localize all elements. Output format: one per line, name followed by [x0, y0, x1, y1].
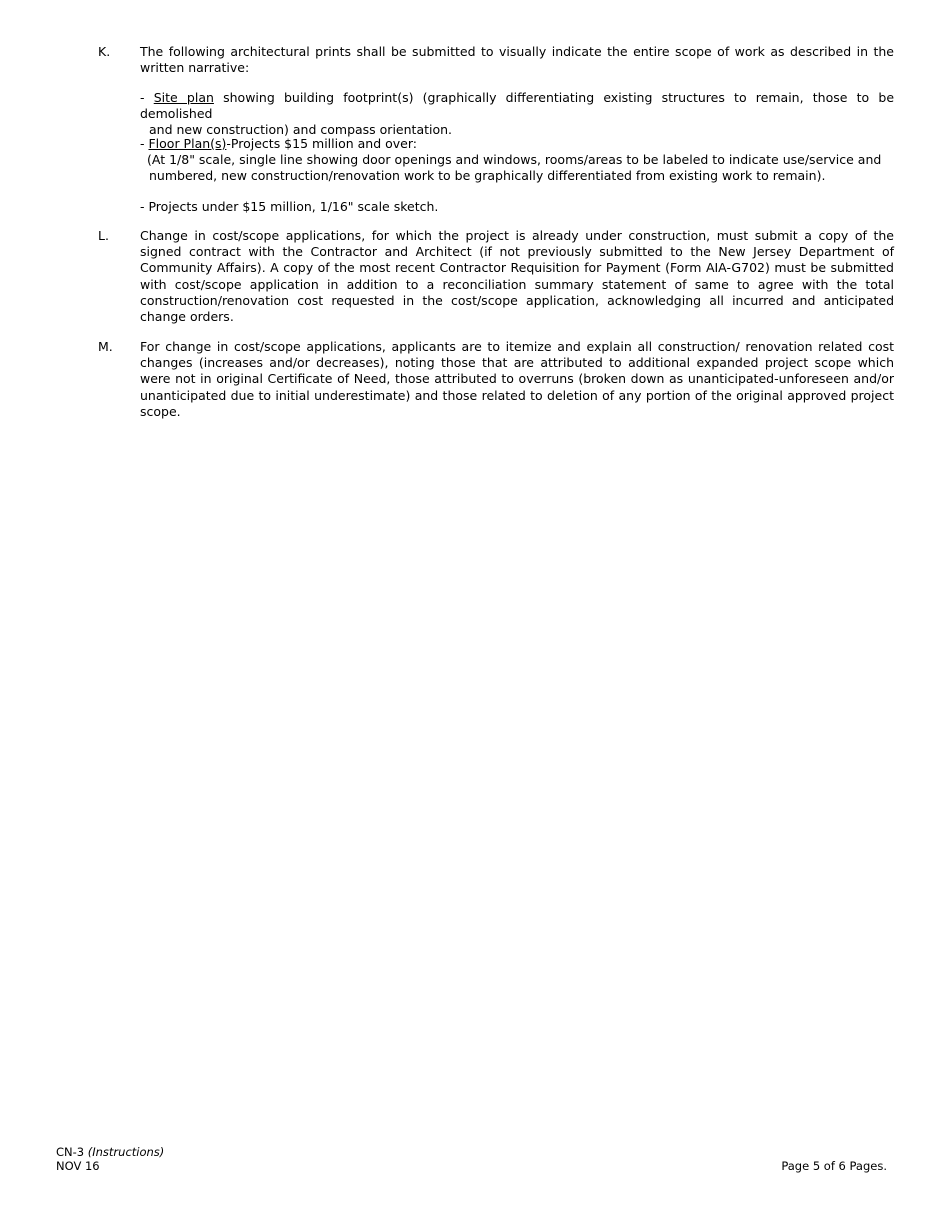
- item-m: [98, 339, 894, 420]
- item-letter: L.: [98, 228, 109, 243]
- item-k-site-plan: [98, 90, 894, 139]
- item-m-text: For change in cost/scope applications, applicants are to itemize and explain all construction/ renovation related cost changes (increases and/or decreases), noting those that are attributed to additional expanded project scope which were not in original Certificate of Need, those attributed to overruns (broken down as unanticipated-unforeseen and/or unanticipated due to initial underestimate) and those related to deletion of any portion of the original approved project scope.: [140, 339, 894, 419]
- item-l-text: Change in cost/scope applications, for which the project is already under construction, must submit a copy of the signed contract with the Contractor and Architect (if not previously submitted to the New Jersey Department of Community Affairs). A copy of the most recent Contractor Requisition for Payment (Form AIA-G702) must be submitted with cost/scope application in addition to a reconciliation summary statement of same to agree with the total construction/renovation cost requested in the cost/scope application, acknowledging all incurred and anticipated change orders.: [140, 228, 894, 325]
- form-note: (Instructions): [87, 1145, 165, 1159]
- item-letter: M.: [98, 339, 113, 354]
- form-id: CN-3: [56, 1145, 88, 1159]
- site-plan-label: Site plan: [153, 90, 214, 105]
- item-k-under: [98, 199, 894, 215]
- floor-plan-paragraph: - Floor Plan(s)-Projects $15 million and over: (At 1/8" scale, single line showing door openings and windows, rooms/areas to be labeled to indicate use/service and numbered, new construction/renovation work to be graphically differentiated from existing work to remain).: [140, 136, 894, 185]
- form-date: NOV 16: [56, 1159, 100, 1173]
- site-plan-paragraph: - Site plan showing building footprint(s) (graphically differentiating existing structures to remain, those to be demolished and new construction) and compass orientation.: [140, 90, 895, 138]
- item-k-intro: The following architectural prints shall be submitted to visually indicate the entire scope of work as described in the written narrative:: [140, 44, 894, 76]
- projects-under-paragraph: - Projects under $15 million, 1/16" scale sketch.: [140, 199, 439, 214]
- item-letter: K.: [98, 44, 111, 59]
- floor-plan-detail: (At 1/8" scale, single line showing door openings and windows, rooms/areas to be labeled to indicate use/service and: [147, 152, 882, 168]
- page-number: Page 5 of 6 Pages.: [781, 1159, 887, 1173]
- floor-plan-label: Floor Plan(s): [148, 136, 227, 151]
- footer-form-info: [56, 1145, 164, 1173]
- item-k-floor-plan: [98, 136, 894, 185]
- item-l: [98, 228, 894, 325]
- item-k: [98, 44, 894, 76]
